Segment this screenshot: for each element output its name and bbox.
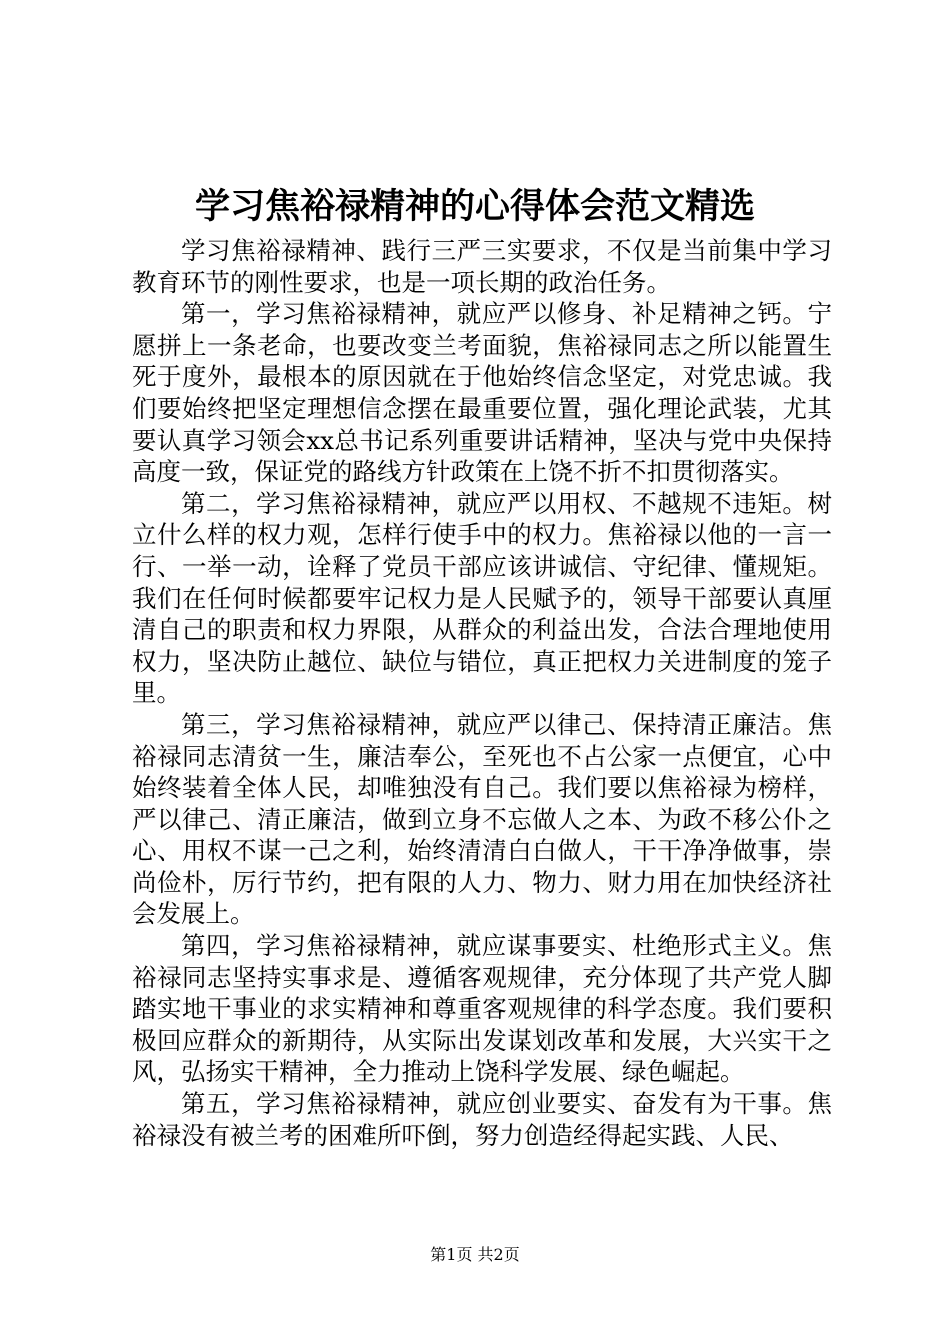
paragraph-third: 第三，学习焦裕禄精神，就应严以律己、保持清正廉洁。焦裕禄同志清贫一生，廉洁奉公，至死也不占公家一点便宜，心中始终装着全体人民，却唯独没有自己。我们要以焦裕禄为榜样，严以律己、清正廉洁，做到立身不忘做人之本、为政不移公仆之心、用权不谋一己之利，始终清清白白做人，干干净净做事，崇尚俭朴，厉行节约，把有限的人力、物力、财力用在加快经济社会发展上。 <box>132 709 832 929</box>
paragraph-first: 第一，学习焦裕禄精神，就应严以修身、补足精神之钙。宁愿拼上一条老命，也要改变兰考面貌，焦裕禄同志之所以能置生死于度外，最根本的原因就在于他始终信念坚定，对党忠诚。我们要始终把坚定理想信念摆在最重要位置，强化理论武装，尤其要认真学习领会xx总书记系列重要讲话精神，坚决与党中央保持高度一致，保证党的路线方针政策在上饶不折不扣贯彻落实。 <box>132 299 832 487</box>
page-number-footer: 第1页 共2页 <box>430 1245 520 1264</box>
paragraph-second: 第二，学习焦裕禄精神，就应严以用权、不越规不违矩。树立什么样的权力观，怎样行使手中的权力。焦裕禄以他的一言一行、一举一动，诠释了党员干部应该讲诚信、守纪律、懂规矩。我们在任何时候都要牢记权力是人民赋予的，领导干部要认真厘清自己的职责和权力界限，从群众的利益出发，合法合理地使用权力，坚决防止越位、缺位与错位，真正把权力关进制度的笼子里。 <box>132 488 832 708</box>
document-title: 学习焦裕禄精神的心得体会范文精选 <box>194 187 755 227</box>
paragraph-intro: 学习焦裕禄精神、践行三严三实要求，不仅是当前集中学习教育环节的刚性要求，也是一项长期的政治任务。 <box>132 236 832 297</box>
paragraph-fourth: 第四，学习焦裕禄精神，就应谋事要实、杜绝形式主义。焦裕禄同志坚持实事求是、遵循客观规律，充分体现了共产党人脚踏实地干事业的求实精神和尊重客观规律的科学态度。我们要积极回应群众的新期待，从实际出发谋划改革和发展，大兴实干之风，弘扬实干精神，全力推动上饶科学发展、绿色崛起。 <box>132 931 832 1087</box>
document-body <box>132 235 832 1151</box>
paragraph-fifth: 第五，学习焦裕禄精神，就应创业要实、奋发有为干事。焦裕禄没有被兰考的困难所吓倒，努力创造经得起实践、人民、 <box>132 1089 832 1150</box>
